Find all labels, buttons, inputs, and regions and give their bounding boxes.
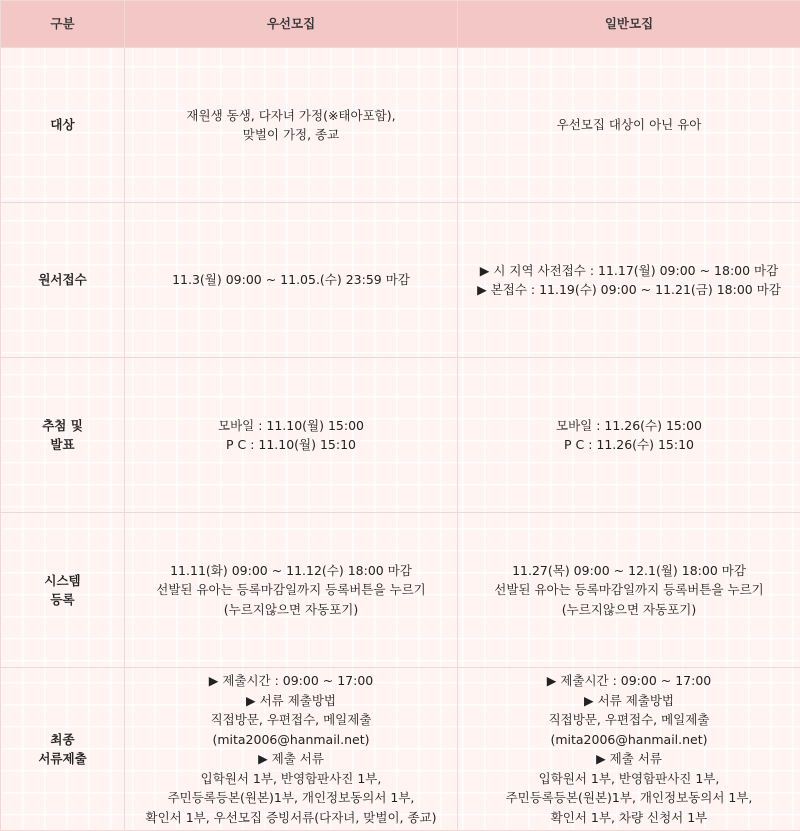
general-cell-line: ▶ 제출 서류 [462, 749, 796, 769]
header-general-recruitment: 일반모집 [458, 1, 800, 48]
general-cell-line: ▶ 서류 제출방법 [462, 691, 796, 711]
general-cell [458, 203, 800, 358]
general-cell-line: 모바일 : 11.26(수) 15:00 [462, 416, 796, 436]
priority-cell-line: (누르지않으면 자동포기) [129, 600, 453, 620]
priority-cell-line: 주민등록등본(원본)1부, 개인정보동의서 1부, [129, 788, 453, 808]
table-row-final-documents [1, 668, 800, 831]
general-cell [458, 48, 800, 203]
row-label [1, 358, 125, 513]
table-row-target [1, 48, 800, 203]
row-label-line: 시스템 [5, 571, 120, 591]
priority-cell-line: (mita2006@hanmail.net) [129, 730, 453, 750]
priority-cell-line: P C : 11.10(월) 15:10 [129, 435, 453, 455]
priority-cell [125, 203, 458, 358]
table-row-application [1, 203, 800, 358]
table-header-row [1, 1, 800, 48]
priority-cell-line: ▶ 제출 서류 [129, 749, 453, 769]
priority-cell-line: 재원생 동생, 다자녀 가정(※태아포함), [129, 106, 453, 126]
header-category: 구분 [1, 1, 125, 48]
row-label-line: 원서접수 [5, 270, 120, 290]
general-cell [458, 358, 800, 513]
row-label-line: 서류제출 [5, 749, 120, 769]
general-cell-line: 주민등록등본(원본)1부, 개인정보동의서 1부, [462, 788, 796, 808]
row-label-line: 등록 [5, 590, 120, 610]
row-label-line: 대상 [5, 115, 120, 135]
priority-cell-line: ▶ 서류 제출방법 [129, 691, 453, 711]
priority-cell-line: 선발된 유아는 등록마감일까지 등록버튼을 누르기 [129, 580, 453, 600]
priority-cell-line: 11.11(화) 09:00 ~ 11.12(수) 18:00 마감 [129, 561, 453, 581]
row-label [1, 48, 125, 203]
priority-cell-line: 11.3(월) 09:00 ~ 11.05.(수) 23:59 마감 [129, 270, 453, 290]
general-cell-line: ▶ 시 지역 사전접수 : 11.17(월) 09:00 ~ 18:00 마감 [462, 261, 796, 281]
priority-cell-line: 맞벌이 가정, 종교 [129, 125, 453, 145]
general-cell-line: 선발된 유아는 등록마감일까지 등록버튼을 누르기 [462, 580, 796, 600]
row-label-line: 최종 [5, 730, 120, 750]
row-label [1, 513, 125, 668]
general-cell-line: 입학원서 1부, 반영함판사진 1부, [462, 769, 796, 789]
priority-cell-line: 직접방문, 우편접수, 메일제출 [129, 710, 453, 730]
general-cell-line: ▶ 제출시간 : 09:00 ~ 17:00 [462, 671, 796, 691]
row-label [1, 668, 125, 831]
general-cell-line: 직접방문, 우편접수, 메일제출 [462, 710, 796, 730]
priority-cell [125, 513, 458, 668]
priority-cell [125, 358, 458, 513]
general-cell-line: P C : 11.26(수) 15:10 [462, 435, 796, 455]
header-priority-recruitment: 우선모집 [125, 1, 458, 48]
general-cell-line: 11.27(목) 09:00 ~ 12.1(월) 18:00 마감 [462, 561, 796, 581]
priority-cell [125, 48, 458, 203]
table-row-system-registration [1, 513, 800, 668]
priority-cell-line: ▶ 제출시간 : 09:00 ~ 17:00 [129, 671, 453, 691]
priority-cell-line: 입학원서 1부, 반영함판사진 1부, [129, 769, 453, 789]
priority-cell-line: 확인서 1부, 우선모집 증빙서류(다자녀, 맞벌이, 종교) [129, 808, 453, 828]
priority-cell [125, 668, 458, 831]
general-cell-line: ▶ 본접수 : 11.19(수) 09:00 ~ 11.21(금) 18:00 마감 [462, 280, 796, 300]
general-cell-line: (누르지않으면 자동포기) [462, 600, 796, 620]
general-cell-line: 우선모집 대상이 아닌 유아 [462, 115, 796, 135]
row-label [1, 203, 125, 358]
general-cell [458, 513, 800, 668]
priority-cell-line: 모바일 : 11.10(월) 15:00 [129, 416, 453, 436]
general-cell-line: 확인서 1부, 차량 신청서 1부 [462, 808, 796, 828]
general-cell-line: (mita2006@hanmail.net) [462, 730, 796, 750]
general-cell [458, 668, 800, 831]
row-label-line: 발표 [5, 435, 120, 455]
table-row-lottery-announcement [1, 358, 800, 513]
row-label-line: 추첨 및 [5, 416, 120, 436]
